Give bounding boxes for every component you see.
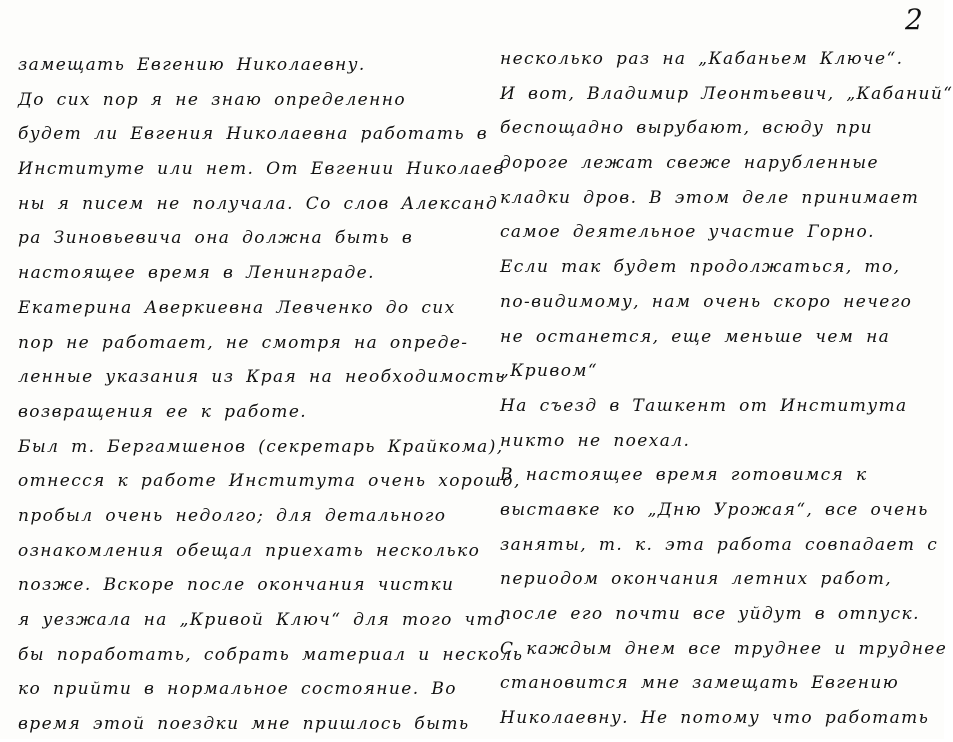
handwritten-line: Институте или нет. От Евгении Николаев [18, 159, 505, 180]
handwritten-line: Был т. Бергамшенов (секретарь Крайкома), [18, 436, 504, 457]
right-column [500, 42, 953, 736]
handwritten-line: ко прийти в нормальное состояние. Во [18, 679, 457, 700]
handwritten-line: ознакомления обещал приехать несколько [18, 540, 481, 561]
handwritten-line: возвращения ее к работе. [18, 401, 308, 422]
handwritten-line: настоящее время в Ленинграде. [18, 263, 375, 284]
handwritten-line: До сих пор я не знаю определенно [18, 89, 406, 110]
handwritten-line: беспощадно вырубают, всюду при [500, 118, 873, 139]
handwritten-line: На съезд в Ташкент от Института [500, 395, 908, 416]
handwritten-line: ны я писем не получала. Со слов Александ [18, 193, 499, 214]
handwritten-line: С каждым днем все труднее и труднее [500, 638, 948, 659]
handwritten-line: будет ли Евгения Николаевна работать в [18, 124, 489, 145]
handwritten-line: несколько раз на „Кабаньем Ключе“. [500, 49, 904, 69]
handwritten-line: замещать Евгению Николаевну. [18, 55, 366, 75]
handwritten-line: периодом окончания летних работ, [500, 569, 893, 590]
handwritten-line: Если так будет продолжаться, то, [500, 257, 901, 278]
handwritten-line: ленные указания из Края на необходимость [18, 367, 506, 388]
handwritten-line: после его почти все уйдут в отпуск. [500, 604, 920, 624]
handwritten-line: кладки дров. В этом деле принимает [500, 187, 920, 208]
handwritten-line: становится мне замещать Евгению [500, 673, 900, 694]
handwritten-line: я уезжала на „Кривой Ключ“ для того что [18, 610, 506, 630]
handwritten-line: ра Зиновьевича она должна быть в [18, 228, 414, 249]
handwritten-line: время этой поездки мне пришлось быть [18, 714, 470, 735]
handwritten-line: позже. Вскоре после окончания чистки [18, 575, 455, 596]
page-number: 2 [905, 3, 923, 36]
handwritten-line: И вот, Владимир Леонтьевич, „Кабаний“ [500, 83, 953, 104]
handwritten-line: самое деятельное участие Горно. [500, 222, 875, 243]
handwritten-line: дороге лежат свеже нарубленные [500, 153, 879, 174]
handwritten-line: заняты, т. к. эта работа совпадает с [500, 534, 939, 555]
handwritten-line: пробыл очень недолго; для детального [18, 505, 447, 526]
handwritten-line: по-видимому, нам очень скоро нечего [500, 291, 913, 312]
handwritten-line: „Кривом“ [500, 361, 598, 382]
handwritten-line: никто не поехал. [500, 430, 691, 451]
handwritten-line: выставке ко „Дню Урожая“, все очень [500, 499, 929, 520]
handwritten-line: Екатерина Аверкиевна Левченко до сих [18, 297, 456, 318]
handwritten-line: бы поработать, собрать материал и несколь [18, 644, 524, 665]
handwritten-line: отнесся к работе Института очень хорошо, [18, 471, 521, 492]
handwritten-line: не останется, еще меньше чем на [500, 326, 891, 347]
handwritten-line: Николаевну. Не потому что работать [500, 708, 930, 729]
left-column [18, 48, 524, 742]
handwritten-line: пор не работает, не смотря на опреде- [18, 332, 469, 353]
handwritten-line: В настоящее время готовимся к [500, 465, 868, 486]
